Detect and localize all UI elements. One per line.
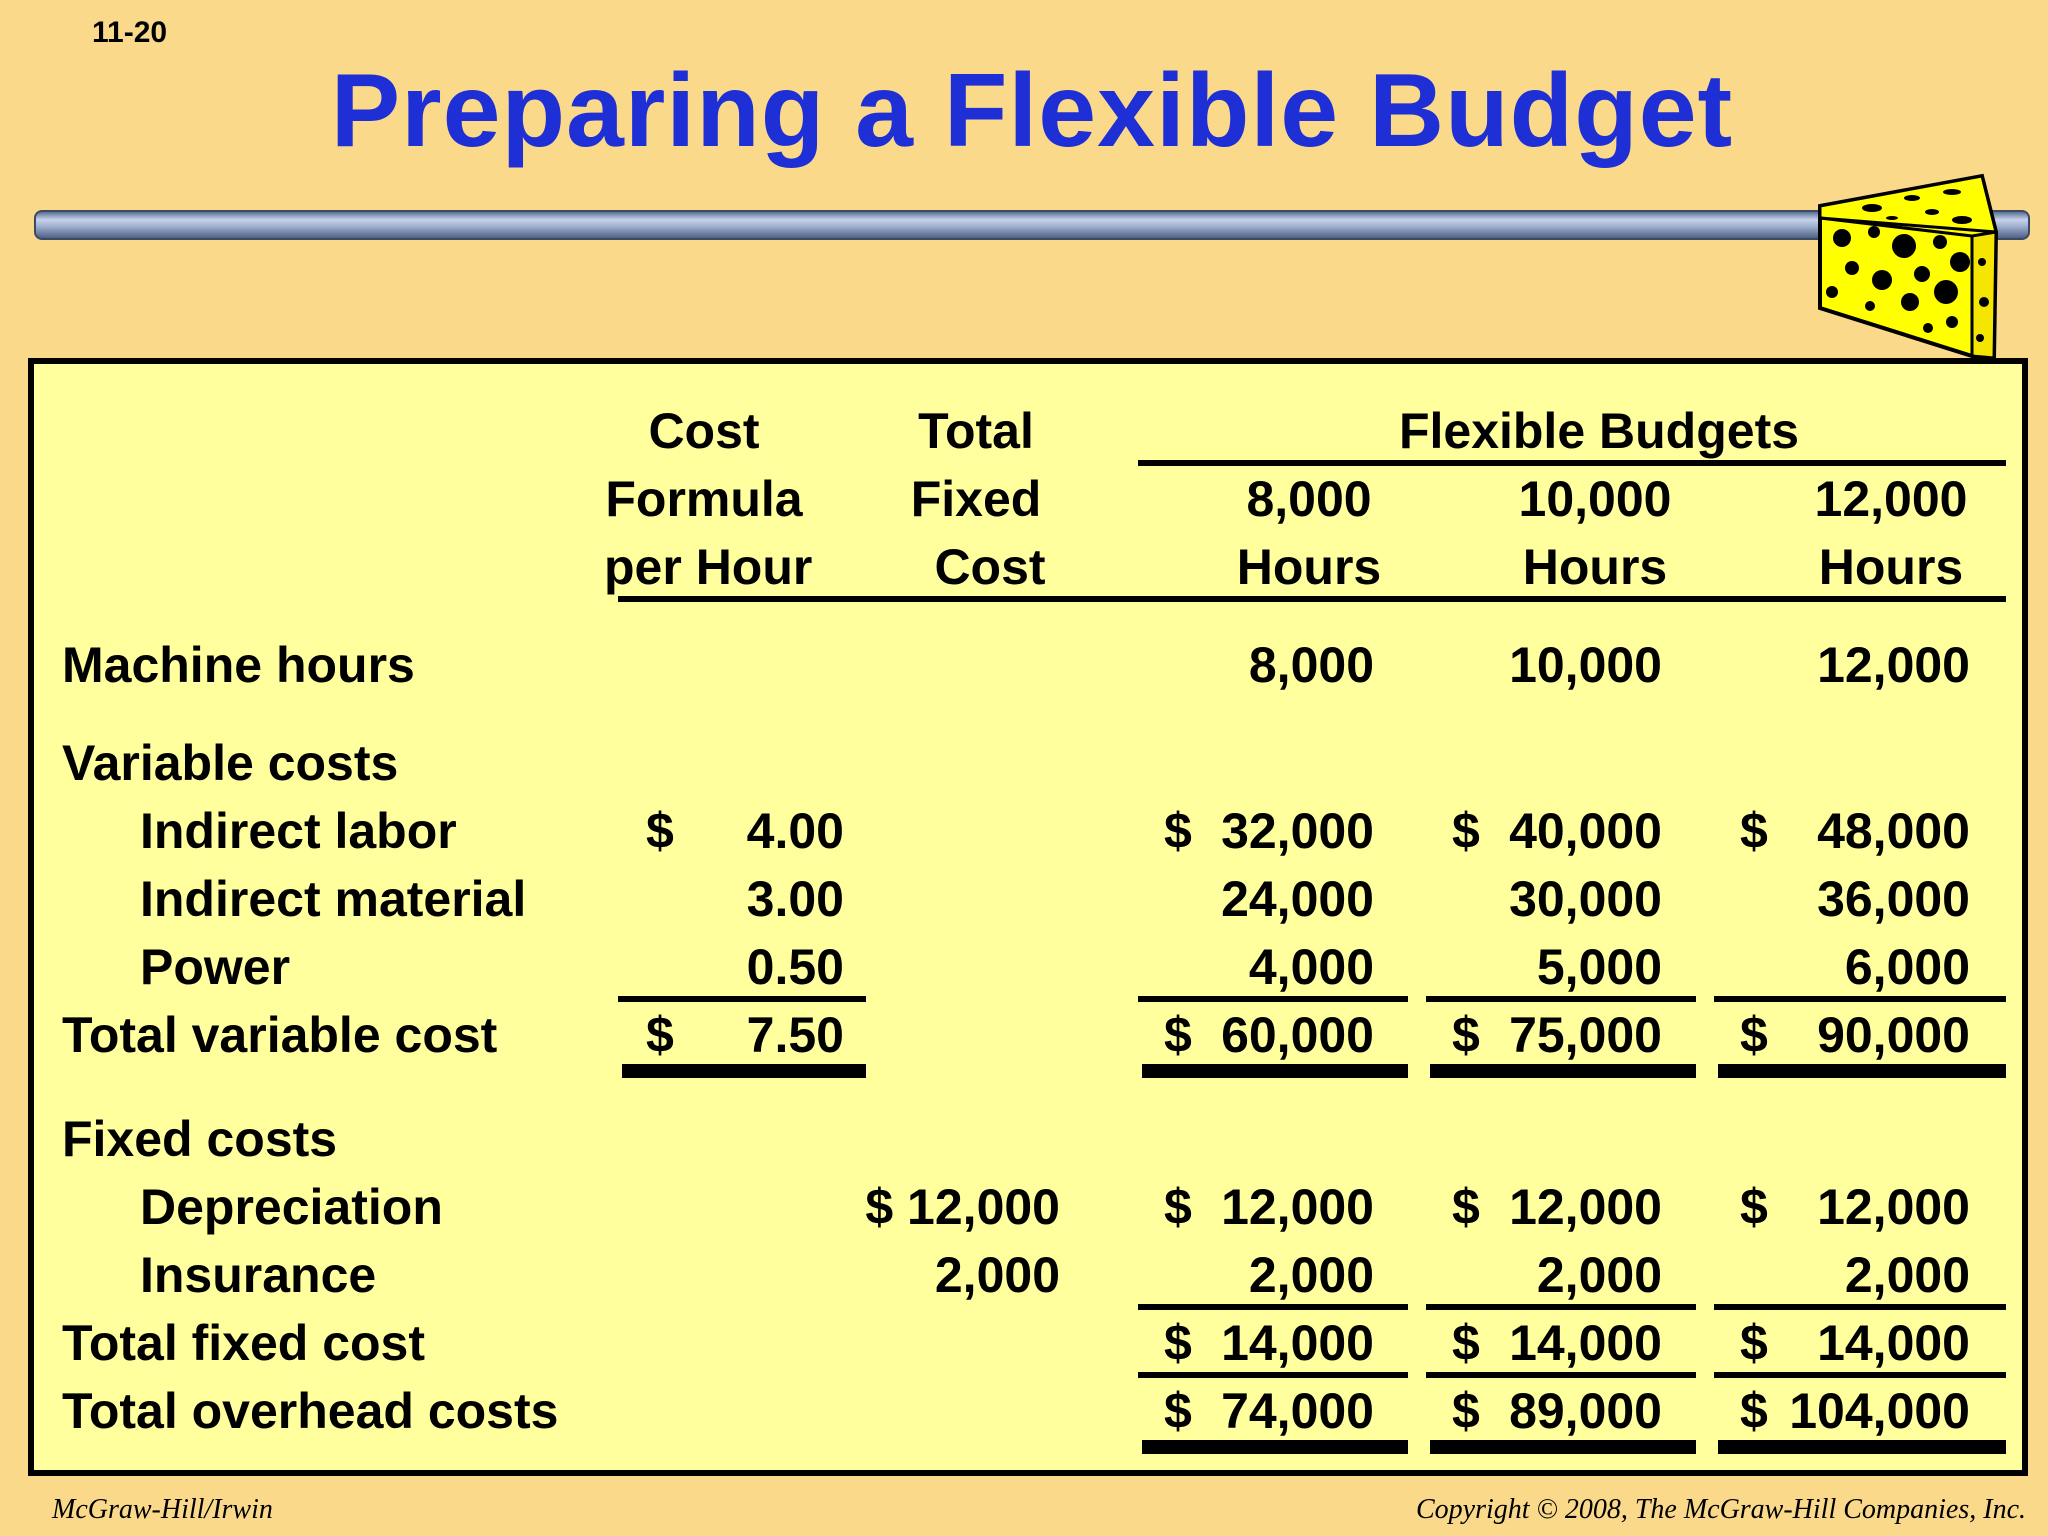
subtotal-rule-overhead-col3 xyxy=(1714,1372,2006,1378)
subtotal-rule-formula xyxy=(618,996,866,1002)
header-underline xyxy=(618,596,2006,602)
row-label-indirect-material: Indirect material xyxy=(140,871,527,927)
indirect-material-formula: 3.00 xyxy=(746,871,844,927)
total-fixed-col1-sign: $ xyxy=(1164,1315,1192,1371)
power-col1: 4,000 xyxy=(1248,939,1374,995)
footer-copyright: Copyright © 2008, The McGraw-Hill Companies, Inc. xyxy=(1415,1494,2026,1525)
total-rule-overhead-col2 xyxy=(1430,1440,1696,1454)
header-col2-level: 10,000 xyxy=(1518,471,1672,527)
header-total-fixed-line1: Total xyxy=(918,403,1034,459)
indirect-labor-formula: 4.00 xyxy=(746,803,844,859)
depreciation-col1-sign: $ xyxy=(1164,1179,1192,1235)
row-label-indirect-labor: Indirect labor xyxy=(140,803,457,859)
depreciation-col3-sign: $ xyxy=(1740,1179,1768,1235)
subtotal-rule-col1 xyxy=(1138,996,1408,1002)
power-formula: 0.50 xyxy=(746,939,844,995)
machine-hours-col3: 12,000 xyxy=(1817,637,1970,693)
total-overhead-col1-sign: $ xyxy=(1164,1383,1192,1439)
slide-title: Preparing a Flexible Budget xyxy=(330,53,1734,169)
header-cost-formula-line2: Formula xyxy=(605,471,803,527)
insurance-col3: 2,000 xyxy=(1844,1247,1970,1303)
power-col2: 5,000 xyxy=(1536,939,1662,995)
total-rule-variable-col1 xyxy=(1142,1064,1408,1078)
row-label-power: Power xyxy=(140,939,291,995)
row-label-total-overhead-costs: Total overhead costs xyxy=(62,1383,559,1439)
insurance-col1: 2,000 xyxy=(1248,1247,1374,1303)
subtotal-rule-fixed-col1 xyxy=(1138,1304,1408,1310)
insurance-col2: 2,000 xyxy=(1536,1247,1662,1303)
row-label-total-fixed-cost: Total fixed cost xyxy=(62,1315,426,1371)
total-fixed-col1: 14,000 xyxy=(1221,1315,1374,1371)
header-total-fixed-line2: Fixed xyxy=(910,471,1042,527)
subtotal-rule-col3 xyxy=(1714,996,2006,1002)
indirect-labor-col3-sign: $ xyxy=(1740,803,1768,859)
section-heading-variable-costs: Variable costs xyxy=(62,735,399,791)
subtotal-rule-overhead-col2 xyxy=(1426,1372,1696,1378)
flexible-budgets-underline xyxy=(1138,460,2006,466)
total-fixed-col2-sign: $ xyxy=(1452,1315,1480,1371)
indirect-material-col1: 24,000 xyxy=(1221,871,1374,927)
depreciation-fixed: $ 12,000 xyxy=(865,1179,1060,1235)
header-col1-level: 8,000 xyxy=(1246,471,1372,527)
total-overhead-col3: 104,000 xyxy=(1789,1383,1970,1439)
header-col3-unit: Hours xyxy=(1818,539,1964,595)
total-rule-formula xyxy=(622,1064,866,1078)
total-variable-formula-sign: $ xyxy=(646,1007,674,1063)
header-col3-level: 12,000 xyxy=(1814,471,1968,527)
section-heading-fixed-costs: Fixed costs xyxy=(62,1111,338,1167)
total-variable-col2: 75,000 xyxy=(1509,1007,1662,1063)
total-overhead-col2-sign: $ xyxy=(1452,1383,1480,1439)
total-variable-col1-sign: $ xyxy=(1164,1007,1192,1063)
depreciation-col2-sign: $ xyxy=(1452,1179,1480,1235)
indirect-labor-col3: 48,000 xyxy=(1817,803,1970,859)
cheese-icon xyxy=(1812,162,1998,360)
header-cost-formula-line1: Cost xyxy=(648,403,760,459)
subtotal-rule-overhead-col1 xyxy=(1138,1372,1408,1378)
total-overhead-col1: 74,000 xyxy=(1221,1383,1374,1439)
indirect-labor-col1-sign: $ xyxy=(1164,803,1192,859)
machine-hours-col2: 10,000 xyxy=(1509,637,1662,693)
power-col3: 6,000 xyxy=(1844,939,1970,995)
total-rule-overhead-col1 xyxy=(1142,1440,1408,1454)
row-label-total-variable-cost: Total variable cost xyxy=(62,1007,498,1063)
total-rule-variable-col3 xyxy=(1718,1064,2006,1078)
total-variable-col3: 90,000 xyxy=(1817,1007,1970,1063)
indirect-labor-col2: 40,000 xyxy=(1509,803,1662,859)
total-variable-col2-sign: $ xyxy=(1452,1007,1480,1063)
total-rule-variable-col2 xyxy=(1430,1064,1696,1078)
indirect-material-col3: 36,000 xyxy=(1817,871,1970,927)
total-fixed-col3: 14,000 xyxy=(1817,1315,1970,1371)
insurance-fixed: 2,000 xyxy=(934,1247,1060,1303)
total-fixed-col2: 14,000 xyxy=(1509,1315,1662,1371)
indirect-material-col2: 30,000 xyxy=(1509,871,1662,927)
depreciation-col3: 12,000 xyxy=(1817,1179,1970,1235)
indirect-labor-col1: 32,000 xyxy=(1221,803,1374,859)
header-col1-unit: Hours xyxy=(1236,539,1382,595)
header-total-fixed-line3: Cost xyxy=(934,539,1046,595)
slide-number: 11-20 xyxy=(92,16,168,49)
flexible-budget-table xyxy=(28,358,2028,1476)
row-label-machine-hours: Machine hours xyxy=(62,637,415,693)
depreciation-col2: 12,000 xyxy=(1509,1179,1662,1235)
row-label-depreciation: Depreciation xyxy=(140,1179,443,1235)
total-variable-col1: 60,000 xyxy=(1221,1007,1374,1063)
indirect-labor-formula-sign: $ xyxy=(646,803,674,859)
subtotal-rule-fixed-col3 xyxy=(1714,1304,2006,1310)
header-flexible-budgets: Flexible Budgets xyxy=(1398,403,1800,459)
header-cost-formula-line3: per Hour xyxy=(604,539,813,595)
total-rule-overhead-col3 xyxy=(1718,1440,2006,1454)
footer-publisher: McGraw-Hill/Irwin xyxy=(52,1494,273,1525)
subtotal-rule-fixed-col2 xyxy=(1426,1304,1696,1310)
total-variable-formula: 7.50 xyxy=(746,1007,844,1063)
total-fixed-col3-sign: $ xyxy=(1740,1315,1768,1371)
title-rule-bar xyxy=(34,210,2030,240)
total-overhead-col3-sign: $ xyxy=(1740,1383,1768,1439)
total-variable-col3-sign: $ xyxy=(1740,1007,1768,1063)
machine-hours-col1: 8,000 xyxy=(1248,637,1374,693)
header-col2-unit: Hours xyxy=(1522,539,1668,595)
indirect-labor-col2-sign: $ xyxy=(1452,803,1480,859)
depreciation-col1: 12,000 xyxy=(1221,1179,1374,1235)
row-label-insurance: Insurance xyxy=(140,1247,377,1303)
subtotal-rule-col2 xyxy=(1426,996,1696,1002)
total-overhead-col2: 89,000 xyxy=(1509,1383,1662,1439)
